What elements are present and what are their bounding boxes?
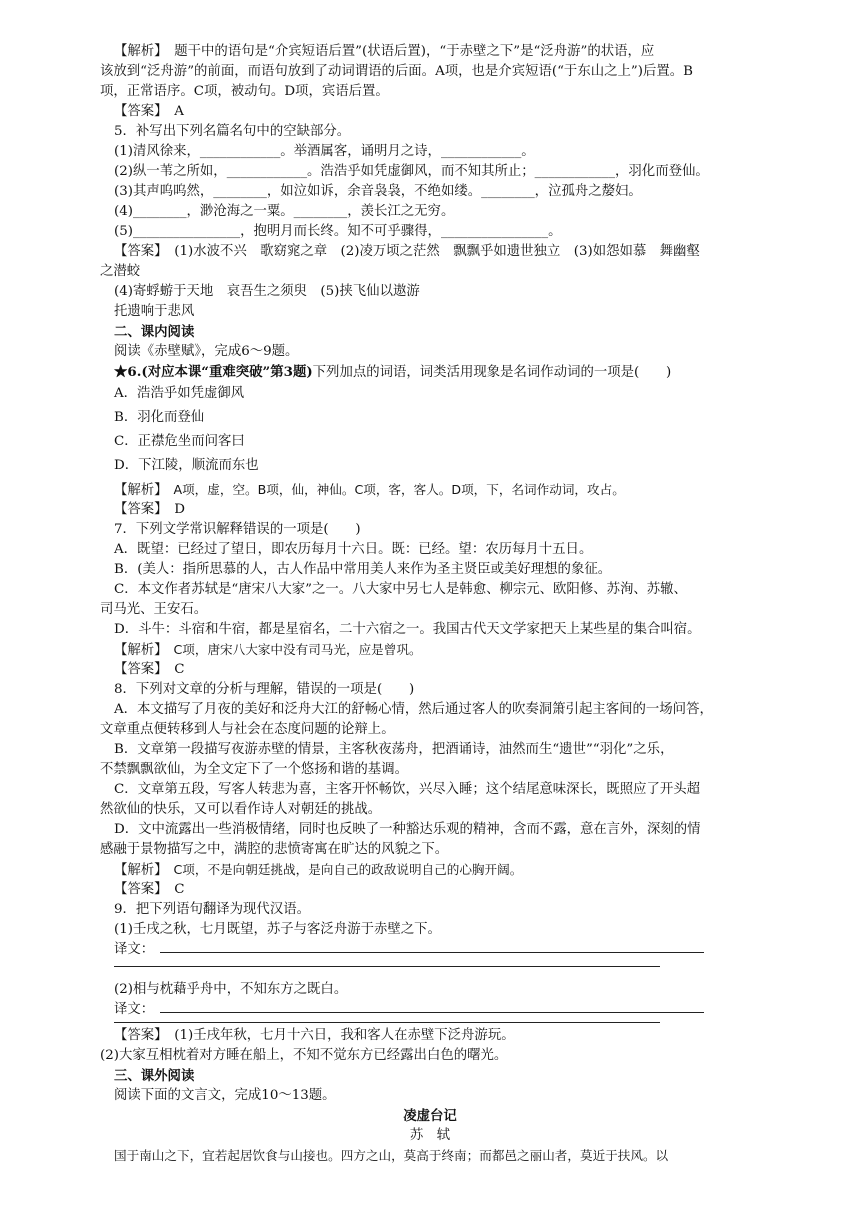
line: B．(美人：指所思慕的人，古人作品中常用美人来作为圣主贤臣或美好理想的象征。 xyxy=(114,562,612,577)
line: C．文章第五段，写客人转悲为喜，主客开怀畅饮，兴尽入睡；这个结尾意味深长，既照应了开头超 xyxy=(114,782,701,797)
option-c: C．正襟危坐而问客曰 xyxy=(114,434,245,449)
answer-line: 【答案】 (1)水波不兴 歌窈窕之章 (2)凌万顷之茫然 飘飘乎如遗世独立 (3)如怨如慕 舞幽壑 xyxy=(114,244,700,259)
question-8: 8．下列对文章的分析与理解，错误的一项是( ) xyxy=(114,682,415,697)
line: D．斗牛：斗宿和牛宿，都是星宿名，二十六宿之一。我国古代天文学家把天上某些星的集合叫宿。 xyxy=(114,622,701,637)
line: 项，正常语序。C项，被动句。D项，宾语后置。 xyxy=(100,84,389,99)
section-heading: 三、课外阅读 xyxy=(114,1068,195,1084)
line: 之潜蛟 xyxy=(100,264,141,279)
question-9: 9．把下列语句翻译为现代汉语。 xyxy=(114,902,310,917)
line: A．既望：已经过了望日，即农历每月十六日。既：已经。望：农历每月十五日。 xyxy=(114,542,593,557)
line: (5)________________，抱明月而长终。知不可乎骤得，________________。 xyxy=(114,224,562,239)
line: 不禁飘飘欲仙，为全文定下了一个悠扬和谐的基调。 xyxy=(100,762,408,777)
option-a: A．浩浩乎如凭虚御风 xyxy=(114,386,245,401)
line: 然欲仙的快乐，又可以看作诗人对朝廷的挑战。 xyxy=(100,802,382,817)
line: 该放到“泛舟游”的前面，而语句放到了动词谓语的后面。A项，也是介宾短语(“于东山之上”)后置。B xyxy=(100,64,693,79)
question-5: 5．补写出下列名篇名句中的空缺部分。 xyxy=(114,124,351,139)
line: 【解析】 题干中的语句是“介宾短语后置”(状语后置)，“于赤壁之下”是“泛舟游”的状语，应 xyxy=(114,44,655,59)
translation-label: 译文： xyxy=(114,1002,155,1017)
passage-text: 国于南山之下，宜若起居饮食与山接也。四方之山，莫高于终南；而都邑之丽山者，莫近于扶风。以 xyxy=(114,1148,669,1163)
line: 阅读《赤壁赋》，完成6～9题。 xyxy=(114,344,299,359)
translation-label: 译文： xyxy=(114,942,155,957)
line: 托遗响于悲风 xyxy=(114,304,195,319)
option-d: D．下江陵，顺流而东也 xyxy=(114,458,259,473)
line: (1)清风徐来，____________。举酒属客，诵明月之诗，____________。 xyxy=(114,144,535,159)
question-6: ★6.(对应本课“重难突破”第3题)下列加点的词语，词类活用现象是名词作动词的一项是( ) xyxy=(114,364,672,380)
answer-line: 【答案】 A xyxy=(114,104,184,119)
analysis-line: 【解析】 C项，不是向朝廷挑战，是向自己的政敌说明自己的心胸开阔。 xyxy=(114,862,523,878)
line: B．文章第一段描写夜游赤壁的情景，主客秋夜荡舟，把酒诵诗，油然而生“遗世”“羽化”之乐， xyxy=(114,742,674,757)
answer-line: 【答案】 C xyxy=(114,662,185,677)
line: A．本文描写了月夜的美好和泛舟大江的舒畅心情，然后通过客人的吹奏洞箫引起主客间的一场问答， xyxy=(114,702,713,717)
line: (1)壬戌之秋，七月既望，苏子与客泛舟游于赤壁之下。 xyxy=(114,922,441,937)
analysis-line: 【解析】 A项，虚，空。B项，仙，神仙。C项，客，客人。D项，下，名词作动词，攻占。 xyxy=(114,482,625,498)
question-7: 7．下列文学常识解释错误的一项是( ) xyxy=(114,522,361,537)
analysis-line: 【解析】 C项，唐宋八大家中没有司马光，应是曾巩。 xyxy=(114,642,422,658)
line: (4)________，渺沧海之一粟。________，羡长江之无穷。 xyxy=(114,204,455,219)
line: (2)大家互相枕着对方睡在船上，不知不觉东方已经露出白色的曙光。 xyxy=(100,1048,508,1063)
answer-line: 【答案】 C xyxy=(114,882,185,897)
answer-blank xyxy=(160,1012,704,1013)
line: C．本文作者苏轼是“唐宋八大家”之一。八大家中另七人是韩愈、柳宗元、欧阳修、苏洵、苏辙、 xyxy=(114,582,687,597)
answer-line: 【答案】 D xyxy=(114,502,185,517)
answer-blank xyxy=(160,952,704,953)
line: D．文中流露出一些消极情绪，同时也反映了一种豁达乐观的精神，含而不露，意在言外，深刻的情 xyxy=(114,822,701,837)
answer-blank xyxy=(114,1022,660,1023)
line: (2)纵一苇之所如，____________。浩浩乎如凭虚御风，而不知其所止；____________，羽化而登仙。 xyxy=(114,164,709,179)
answer-blank xyxy=(114,966,660,967)
line: (4)寄蜉蝣于天地 哀吾生之须臾 (5)挟飞仙以遨游 xyxy=(114,284,420,299)
line: 感融于景物描写之中，满腔的悲愤寄寓在旷达的风貌之下。 xyxy=(100,842,449,857)
answer-line: 【答案】 (1)壬戌年秋，七月十六日，我和客人在赤壁下泛舟游玩。 xyxy=(114,1028,515,1043)
section-heading: 二、课内阅读 xyxy=(114,324,195,340)
passage-author: 苏 轼 xyxy=(409,1128,451,1143)
line: (3)其声呜呜然，________，如泣如诉，余音袅袅，不绝如缕。________，泣孤舟之嫠妇。 xyxy=(114,184,642,199)
line: (2)相与枕藉乎舟中，不知东方之既白。 xyxy=(114,982,348,997)
line: 司马光、王安石。 xyxy=(100,602,208,617)
option-b: B．羽化而登仙 xyxy=(114,410,205,425)
line: 阅读下面的文言文，完成10～13题。 xyxy=(114,1088,336,1103)
line: 文章重点便转移到人与社会在态度问题的论辩上。 xyxy=(100,722,395,737)
passage-title: 凌虚台记 xyxy=(403,1108,457,1124)
